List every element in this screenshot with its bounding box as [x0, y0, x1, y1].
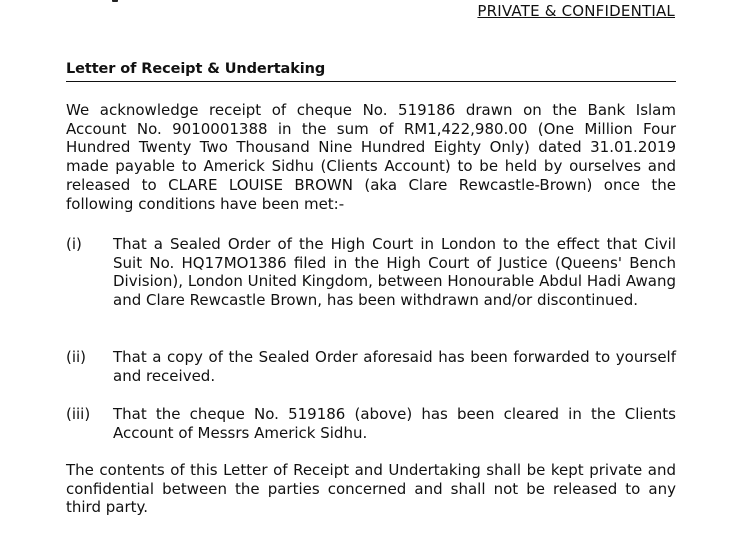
condition-number: (i) [66, 235, 82, 253]
letter-title: Letter of Receipt & Undertaking [66, 61, 326, 77]
condition-text: That a Sealed Order of the High Court in London to the effect that Civil Suit No. HQ17MO1386 filed in the High Court of Justice (Queens' Bench Division), London United Kingdom, between Honourable Abdul Hadi Awang and Clare Rewcastle Brown, has been withdrawn and/or discontinued. [113, 235, 676, 310]
page-mark [112, 0, 118, 2]
closing-paragraph: The contents of this Letter of Receipt and Undertaking shall be kept private and confidential between the parties concerned and shall not be released to any third party. [66, 461, 676, 517]
condition-number: (ii) [66, 348, 87, 366]
condition-text: That the cheque No. 519186 (above) has been cleared in the Clients Account of Messrs Americk Sidhu. [113, 405, 676, 442]
intro-paragraph: We acknowledge receipt of cheque No. 519186 drawn on the Bank Islam Account No. 9010001388 in the sum of RM1,422,980.00 (One Million Four Hundred Twenty Two Thousand Nine Hundred Eighty Only) dated 31.01.2019 made payable to Americk Sidhu (Clients Account) to be held by ourselves and released to CLARE LOUISE BROWN (aka Clare Rewcastle-Brown) once the following conditions have been met:- [66, 101, 676, 213]
confidential-label: PRIVATE & CONFIDENTIAL [477, 2, 675, 20]
title-rule [66, 81, 676, 82]
condition-number: (iii) [66, 405, 91, 423]
condition-text: That a copy of the Sealed Order aforesaid has been forwarded to yourself and received. [113, 348, 676, 385]
